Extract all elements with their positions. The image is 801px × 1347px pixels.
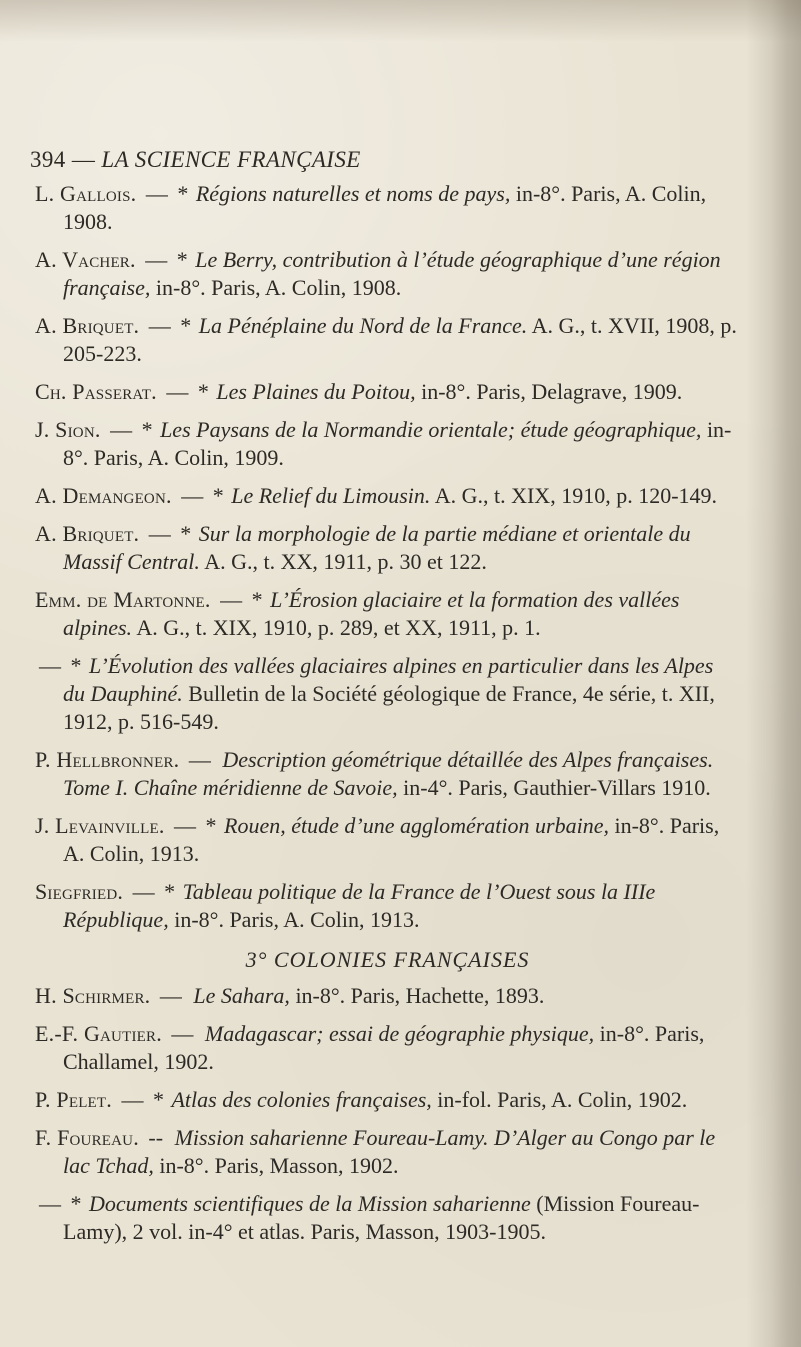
bib-entry — [35, 378, 740, 406]
entry-separator: — — [174, 813, 197, 838]
entry-star: * — [180, 313, 192, 338]
entry-title: La Pénéplaine du Nord de la France. — [198, 313, 528, 338]
bib-entry — [35, 982, 740, 1010]
top-edge-shadow — [0, 0, 801, 42]
entry-author: Siegfried. — [35, 879, 124, 904]
bib-entry — [35, 1190, 740, 1246]
entry-star: * — [164, 879, 176, 904]
entry-details: in-8°. Paris, Challamel, 1902. — [63, 1021, 705, 1074]
bib-entry — [35, 416, 740, 472]
entry-details: in-8°. Paris, A. Colin, 1909. — [63, 417, 732, 470]
entry-author: A. Briquet. — [35, 521, 140, 546]
bib-entry — [35, 878, 740, 934]
entry-details: in-8°. Paris, A. Colin, 1908. — [150, 275, 402, 300]
bib-entry — [35, 652, 740, 736]
entry-separator: — — [132, 879, 155, 904]
bib-entry — [35, 586, 740, 642]
entry-details: in-4°. Paris, Gauthier-Villars 1910. — [397, 775, 711, 800]
entry-title: Rouen, étude d’une agglomération urbaine, — [224, 813, 609, 838]
entry-details: A. G., t. XVII, 1908, p. 205-223. — [63, 313, 737, 366]
entry-separator: — — [110, 417, 133, 442]
entry-star: * — [180, 521, 192, 546]
entry-star: * — [141, 417, 153, 442]
entry-title: Le Relief du Limousin. — [231, 483, 431, 508]
entry-author: P. Pelet. — [35, 1087, 112, 1112]
entry-author: Emm. de Martonne. — [35, 587, 211, 612]
bib-entry — [35, 812, 740, 868]
entry-star: * — [177, 181, 189, 206]
bib-entry — [35, 482, 740, 510]
entry-title: Les Plaines du Poitou, — [216, 379, 416, 404]
entry-star: * — [70, 1191, 82, 1216]
entry-details: A. G., t. XIX, 1910, p. 120-149. — [430, 483, 718, 508]
entry-separator: — — [121, 1087, 144, 1112]
entry-details: in-8°. Paris, A. Colin, 1908. — [63, 181, 707, 234]
entry-details: in-8°. Paris, Hachette, 1893. — [289, 983, 545, 1008]
entry-details: in-fol. Paris, A. Colin, 1902. — [431, 1087, 688, 1112]
entry-separator: — — [148, 521, 171, 546]
entry-details: in-8°. Paris, Delagrave, 1909. — [415, 379, 683, 404]
entry-details: A. G., t. XX, 1911, p. 30 et 122. — [199, 549, 487, 574]
bib-entry — [35, 746, 740, 802]
running-title: LA SCIENCE FRANÇAISE — [101, 147, 361, 172]
entry-separator: — — [220, 587, 243, 612]
bibliography — [35, 180, 740, 1256]
section-heading-colonies: 3° COLONIES FRANÇAISES — [245, 947, 530, 972]
entry-author: A. Vacher. — [35, 247, 136, 272]
entry-author: E.-F. Gautier. — [35, 1021, 162, 1046]
entry-author: Ch. Passerat. — [35, 379, 157, 404]
header-dash: — — [71, 147, 96, 172]
entry-star: * — [212, 483, 224, 508]
entry-author: P. Hellbronner. — [35, 747, 180, 772]
entry-separator: — — [181, 483, 204, 508]
entry-details: in-8°. Paris, Masson, 1902. — [153, 1153, 399, 1178]
entry-star: * — [205, 813, 217, 838]
entry-details: in-8°. Paris, A. Colin, 1913. — [63, 813, 720, 866]
entry-title: L’Érosion glaciaire et la formation des vallées alpines. — [63, 587, 680, 640]
bib-entry — [35, 246, 740, 302]
bib-entry — [35, 1020, 740, 1076]
entry-star: * — [70, 653, 82, 678]
entry-title: Documents scientifiques de la Mission saharienne — [89, 1191, 531, 1216]
entry-star: * — [251, 587, 263, 612]
entry-author: L. Gallois. — [35, 181, 137, 206]
entry-separator: — — [145, 247, 168, 272]
entry-title: Tableau politique de la France de l’Ouest sous la IIIe République, — [63, 879, 656, 932]
entry-separator: — — [188, 747, 211, 772]
entry-separator: — — [39, 1191, 61, 1216]
entry-author: F. Foureau. — [35, 1125, 139, 1150]
entry-details: A. G., t. XIX, 1910, p. 289, et XX, 1911, p. 1. — [132, 615, 541, 640]
entry-author: A. Briquet. — [35, 313, 140, 338]
entry-title: Le Sahara, — [193, 983, 290, 1008]
entry-separator: — — [39, 653, 61, 678]
right-edge-shadow — [746, 0, 801, 1347]
entry-title: Description géométrique détaillée des Alpes françaises. Tome I. Chaîne méridienne de Savoie, — [63, 747, 714, 800]
entry-author: J. Levainville. — [35, 813, 165, 838]
entry-separator: — — [166, 379, 189, 404]
entry-title: Atlas des colonies françaises, — [171, 1087, 432, 1112]
bib-entry — [35, 180, 740, 236]
entry-details: Bulletin de la Société géologique de France, 4e série, t. XII, 1912, p. 516-549. — [63, 681, 715, 734]
entry-title: Les Paysans de la Normandie orientale; étude géographique, — [160, 417, 702, 442]
entry-title: Mission saharienne Foureau-Lamy. D’Alger au Congo par le lac Tchad, — [63, 1125, 716, 1178]
entry-title: Le Berry, contribution à l’étude géographique d’une région française, — [63, 247, 721, 300]
entry-title: L’Évolution des vallées glaciaires alpines en particulier dans les Alpes du Dauphiné. — [63, 653, 714, 706]
bib-entry — [35, 1086, 740, 1114]
entry-details: (Mission Foureau-Lamy), 2 vol. in-4° et atlas. Paris, Masson, 1903-1905. — [63, 1191, 700, 1244]
entry-details: in-8°. Paris, A. Colin, 1913. — [168, 907, 420, 932]
bib-entry — [35, 312, 740, 368]
entry-star: * — [152, 1087, 164, 1112]
entry-title: Madagascar; essai de géographie physique, — [204, 1021, 595, 1046]
page-number: 394 — [30, 147, 66, 172]
bib-entry — [35, 1124, 740, 1180]
entry-author: A. Demangeon. — [35, 483, 172, 508]
entry-separator: — — [159, 983, 182, 1008]
entry-title: Sur la morphologie de la partie médiane et orientale du Massif Central. — [63, 521, 691, 574]
entry-title: Régions naturelles et noms de pays, — [195, 181, 511, 206]
bib-entry — [35, 520, 740, 576]
entry-separator: — — [145, 181, 168, 206]
page-header — [30, 147, 361, 173]
entry-separator: — — [148, 313, 171, 338]
entry-separator: — — [171, 1021, 194, 1046]
entry-author: H. Schirmer. — [35, 983, 151, 1008]
entry-separator: -- — [148, 1125, 164, 1150]
entry-star: * — [197, 379, 209, 404]
entry-star: * — [176, 247, 188, 272]
entry-author: J. Sion. — [35, 417, 101, 442]
